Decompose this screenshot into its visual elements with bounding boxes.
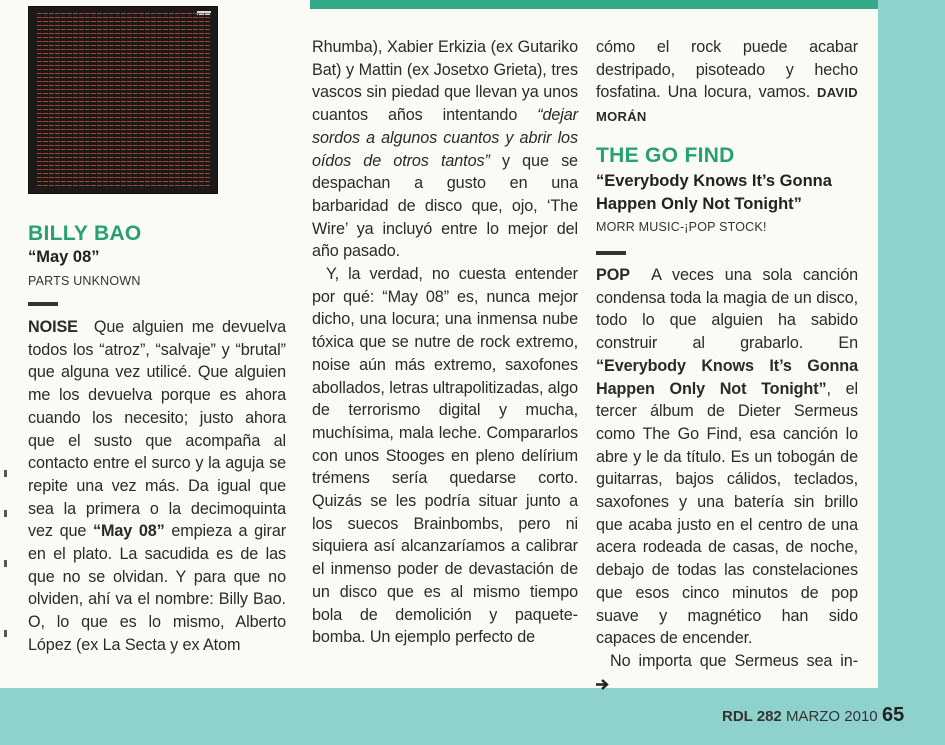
genre-tag: NOISE — [28, 318, 78, 336]
review-artist: BILLY BAO — [28, 222, 142, 245]
review-paragraph — [596, 650, 858, 695]
review-paragraph: Y, la verdad, no cuesta entender por qué: “May 08” es, nunca mejor dicho, una locura; una inmensa nube tóxica que se nutre de rock extremo, noise aún más extremo, saxofones abollados, letras ultrapolitizadas, algo de terrorismo digital y mucha, muchísima, mala leche. Compararlos con unos Stooges en pleno delírium trémens sería quedarse corto. Quizás se les podría situar junto a los suecos Brainbombs, pero ni siquiera así alcanzaríamos a calibrar el inmenso poder de devastación de un disco que es al mismo tiempo bola de demolición y paquete-bomba. Un ejemplo perfecto de — [312, 265, 579, 647]
divider — [28, 302, 58, 306]
page-number: 65 — [882, 704, 905, 726]
cover-text-texture — [37, 13, 211, 187]
column-2-text — [312, 36, 578, 649]
review-paragraph — [596, 264, 858, 650]
review-album-title: “Everybody Knows It’s Gonna Happen Only Not Tonight” — [596, 172, 832, 213]
column-1 — [28, 316, 286, 657]
top-color-bar — [310, 0, 878, 9]
album-mention: “Everybody Knows It’s Gonna Happen Only Not Tonight” — [596, 356, 858, 398]
review-album-title: “May 08” — [28, 248, 100, 266]
review-paragraph: NOISE Que alguien me devuelva todos los “atroz”, “salvaje” y “brutal” que alguna vez utilicé. Que alguien me los devuelva porque es ahora cuando los necesito; justo ahora que el susto que acompaña al contacto entre el surco y la aguja se repite una vez más. Da igual que sea la primera o la decimoquinta vez que “May 08” empieza a girar en el plato. La sacudida es de las que no se olvidan. Y para que no olviden, ahí va el nombre: Billy Bao. O, lo que es lo mismo, Alberto López (ex La Secta y ex Atom — [28, 318, 287, 654]
genre-tag: POP — [596, 266, 630, 284]
review-text: A veces una sola canción condensa toda la magia de un disco, todo lo que alguien ha sabido construir al grabarlo. En — [596, 266, 859, 353]
review-paragraph: Rhumba), Xabier Erkizia (ex Gutariko Bat) y Mattin (ex Josetxo Grieta), tres vascos sin piedad que llevan ya unos cuantos años intentando “dejar sordos a algunos cuantos y abrir los oídos de otros tantos” y que se despachan a gusto en una barbaridad de disco que, ojo, ‘The Wire’ ya incluyó entre lo mejor del año pasado. — [312, 38, 579, 261]
review-text: No importa que Sermeus sea in- — [610, 651, 858, 670]
review-paragraph: cómo el rock puede acabar destripado, pisoteado y hecho fosfatina. Una locura, vamos. DAVID MORÁN — [596, 38, 859, 125]
page-edge-marks — [4, 470, 12, 650]
magazine-issue: RDL 282 — [722, 708, 782, 725]
review-label: MORR MUSIC-¡POP STOCK! — [596, 220, 767, 234]
album-cover-image — [28, 6, 218, 194]
column-3-continued — [596, 36, 858, 129]
review-artist: THE GO FIND — [596, 144, 735, 167]
issue-date: MARZO 2010 — [785, 708, 878, 725]
column-3-review — [596, 264, 858, 695]
review-text: , el tercer álbum de Dieter Sermeus como The Go Find, esa canción lo abre y le da título. Es un tobogán de guitarras, bajos cálidos, teclados, saxofones y una batería sin brillo que acaba justo en el centro de una acera rodeada de casas, de noche, debajo de todas las constelaciones que esos cinco minutos de pop suave y magnético han sido capaces de encender. — [596, 379, 858, 648]
divider — [596, 251, 626, 255]
page-footer — [722, 708, 878, 725]
review-label: PARTS UNKNOWN — [28, 274, 141, 288]
arrow-right-icon — [596, 679, 610, 690]
review-author: DAVID MORÁN — [596, 85, 858, 125]
